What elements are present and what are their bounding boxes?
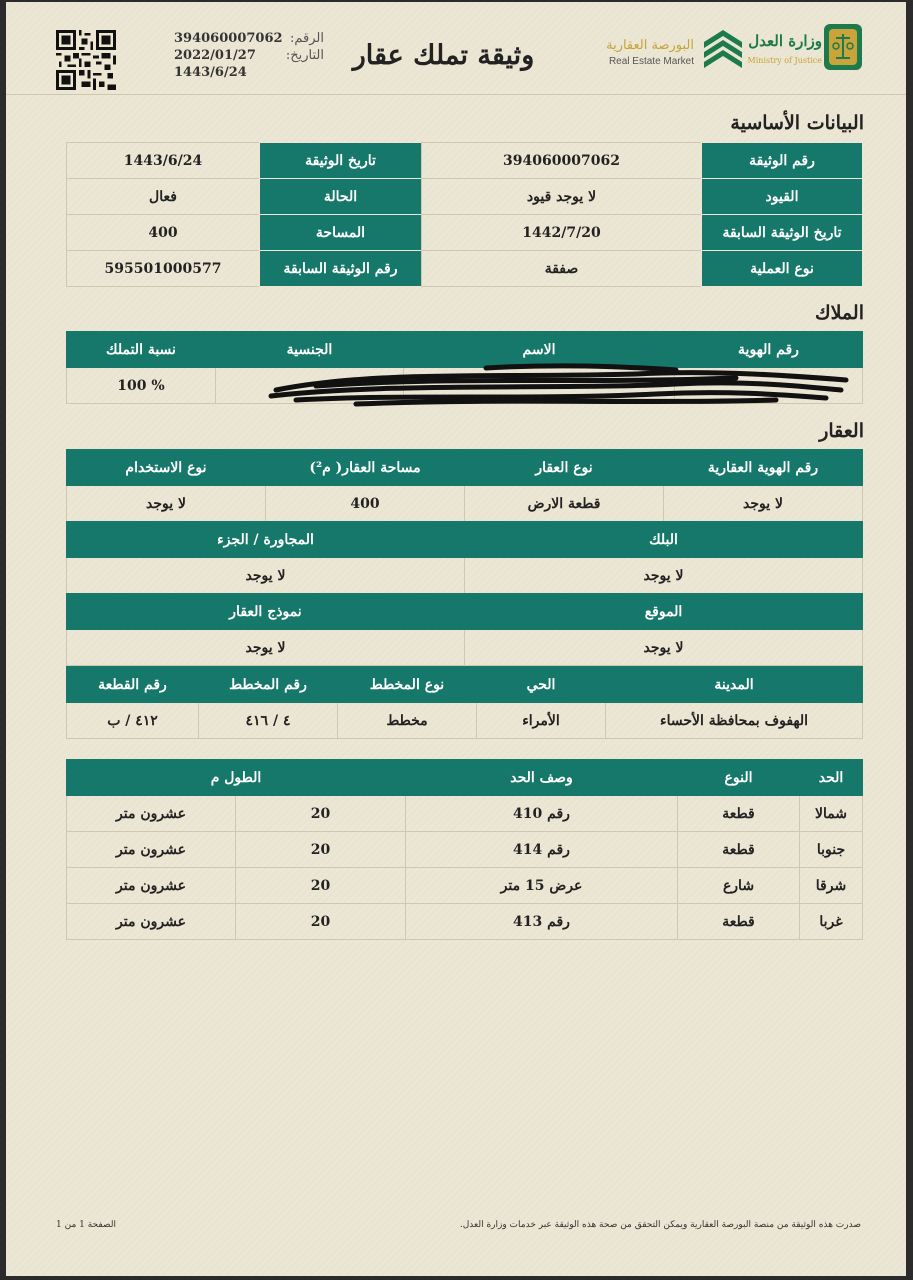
border-type-cell: قطعة [678,796,800,832]
owners-header-id: رقم الهوية [675,332,863,368]
property-area-value: 400 [266,486,465,522]
basic-label: المساحة [260,215,422,251]
page-number: الصفحة 1 من 1 [56,1220,116,1230]
border-length-number-cell: 20 [236,796,406,832]
district-value: الأمراء [477,703,606,739]
building-icon [700,24,746,72]
border-side-cell: شمالا [800,796,863,832]
border-side-cell: غربا [800,904,863,940]
owners-header-ownership: نسبة التملك [67,332,216,368]
city-header: المدينة [606,667,863,703]
border-length-number-cell: 20 [236,868,406,904]
property-header-usage: نوع الاستخدام [67,450,266,486]
border-desc-cell: رقم 410 [406,796,678,832]
owners-header-name: الاسم [404,332,675,368]
border-length-text-cell: عشرون متر [67,904,236,940]
plan-number-value: ٤ / ٤١٦ [199,703,338,739]
property-type-value: قطعة الارض [465,486,664,522]
location-header: الموقع [465,594,863,630]
rem-logo [586,24,746,74]
border-side-header: الحد [800,760,863,796]
moj-logo-en: Ministry of Justice [747,56,822,65]
property-header-type: نوع العقار [465,450,664,486]
basic-label: تاريخ الوثيقة [260,143,422,179]
basic-value: 1443/6/24 [67,143,260,179]
plot-number-value: ٤١٢ / ب [67,703,199,739]
property-id-value: لا يوجد [664,486,863,522]
border-side-cell: جنوبا [800,832,863,868]
basic-row [67,251,863,287]
plot-number-header: رقم القطعة [67,667,199,703]
number-label: الرقم: [290,31,324,46]
property-model-value: لا يوجد [67,630,465,666]
basic-label: القيود [702,179,863,215]
basic-row [67,143,863,179]
border-row [67,796,863,832]
border-row [67,832,863,868]
property-header-area: مساحة العقار( م²) [266,450,465,486]
district-header: الحي [477,667,606,703]
moj-logo-text: وزارة العدل [748,32,822,50]
border-side-cell: شرقا [800,868,863,904]
property-header-id: رقم الهوية العقارية [664,450,863,486]
basic-value: فعال [67,179,260,215]
basic-value: 394060007062 [422,143,702,179]
doc-date-hijri: 1443/6/24 [174,65,247,80]
borders-table [66,759,863,940]
qr-code-icon [56,30,116,90]
redaction-scribble [256,360,856,410]
basic-section-title: البيانات الأساسية [730,112,864,134]
basic-label: الحالة [260,179,422,215]
property-table-3 [66,593,863,666]
rem-logo-text: البورصة العقارية [606,38,694,53]
border-length-text-cell: عشرون متر [67,832,236,868]
block-value: لا يوجد [465,558,863,594]
basic-label: رقم الوثيقة [702,143,863,179]
document-page [6,2,906,1276]
basic-data-table [66,142,863,287]
basic-label: رقم الوثيقة السابقة [260,251,422,287]
basic-row [67,215,863,251]
border-type-cell: شارع [678,868,800,904]
border-length-number-cell: 20 [236,904,406,940]
header-divider [6,94,906,95]
basic-value: 1442/7/20 [422,215,702,251]
border-length-number-cell: 20 [236,832,406,868]
border-desc-header: وصف الحد [406,760,678,796]
footer-note: صدرت هذه الوثيقة من منصة البورصة العقارية ويمكن التحقق من صحة هذه الوثيقة عبر خدمات وزارة العدل. [459,1220,861,1230]
owners-header-nationality: الجنسية [216,332,404,368]
owner-ownership-cell: % 100 [67,368,216,404]
document-meta [174,30,324,81]
basic-value: 400 [67,215,260,251]
basic-value: صفقة [422,251,702,287]
property-table-1 [66,449,863,522]
border-type-header: النوع [678,760,800,796]
property-table-4 [66,666,863,739]
border-desc-cell: رقم 413 [406,904,678,940]
basic-label: نوع العملية [702,251,863,287]
plan-type-header: نوع المخطط [338,667,477,703]
border-length-header: الطول م [67,760,406,796]
date-label: التاريخ: [285,48,324,63]
border-desc-cell: عرض 15 متر [406,868,678,904]
border-length-text-cell: عشرون متر [67,868,236,904]
city-value: الهفوف بمحافظة الأحساء [606,703,863,739]
owners-section-title: الملاك [814,302,864,324]
property-section-title: العقار [819,420,864,442]
doc-number: 394060007062 [174,31,283,46]
page-title: وثيقة تملك عقار [352,40,535,71]
moj-logo [747,22,866,74]
border-row [67,904,863,940]
rem-logo-en: Real Estate Market [608,56,694,67]
property-model-header: نموذج العقار [67,594,465,630]
border-type-cell: قطعة [678,904,800,940]
neighborhood-part-value: لا يوجد [67,558,465,594]
basic-label: تاريخ الوثيقة السابقة [702,215,863,251]
property-table-2 [66,521,863,594]
basic-value: 595501000577 [67,251,260,287]
basic-row [67,179,863,215]
plan-number-header: رقم المخطط [199,667,338,703]
border-length-text-cell: عشرون متر [67,796,236,832]
neighborhood-part-header: المجاورة / الجزء [67,522,465,558]
basic-value: لا يوجد قيود [422,179,702,215]
plan-type-value: مخطط [338,703,477,739]
border-desc-cell: رقم 414 [406,832,678,868]
border-type-cell: قطعة [678,832,800,868]
doc-date-gregorian: 2022/01/27 [174,48,256,63]
location-value: لا يوجد [465,630,863,666]
border-row [67,868,863,904]
property-usage-value: لا يوجد [67,486,266,522]
block-header: البلك [465,522,863,558]
